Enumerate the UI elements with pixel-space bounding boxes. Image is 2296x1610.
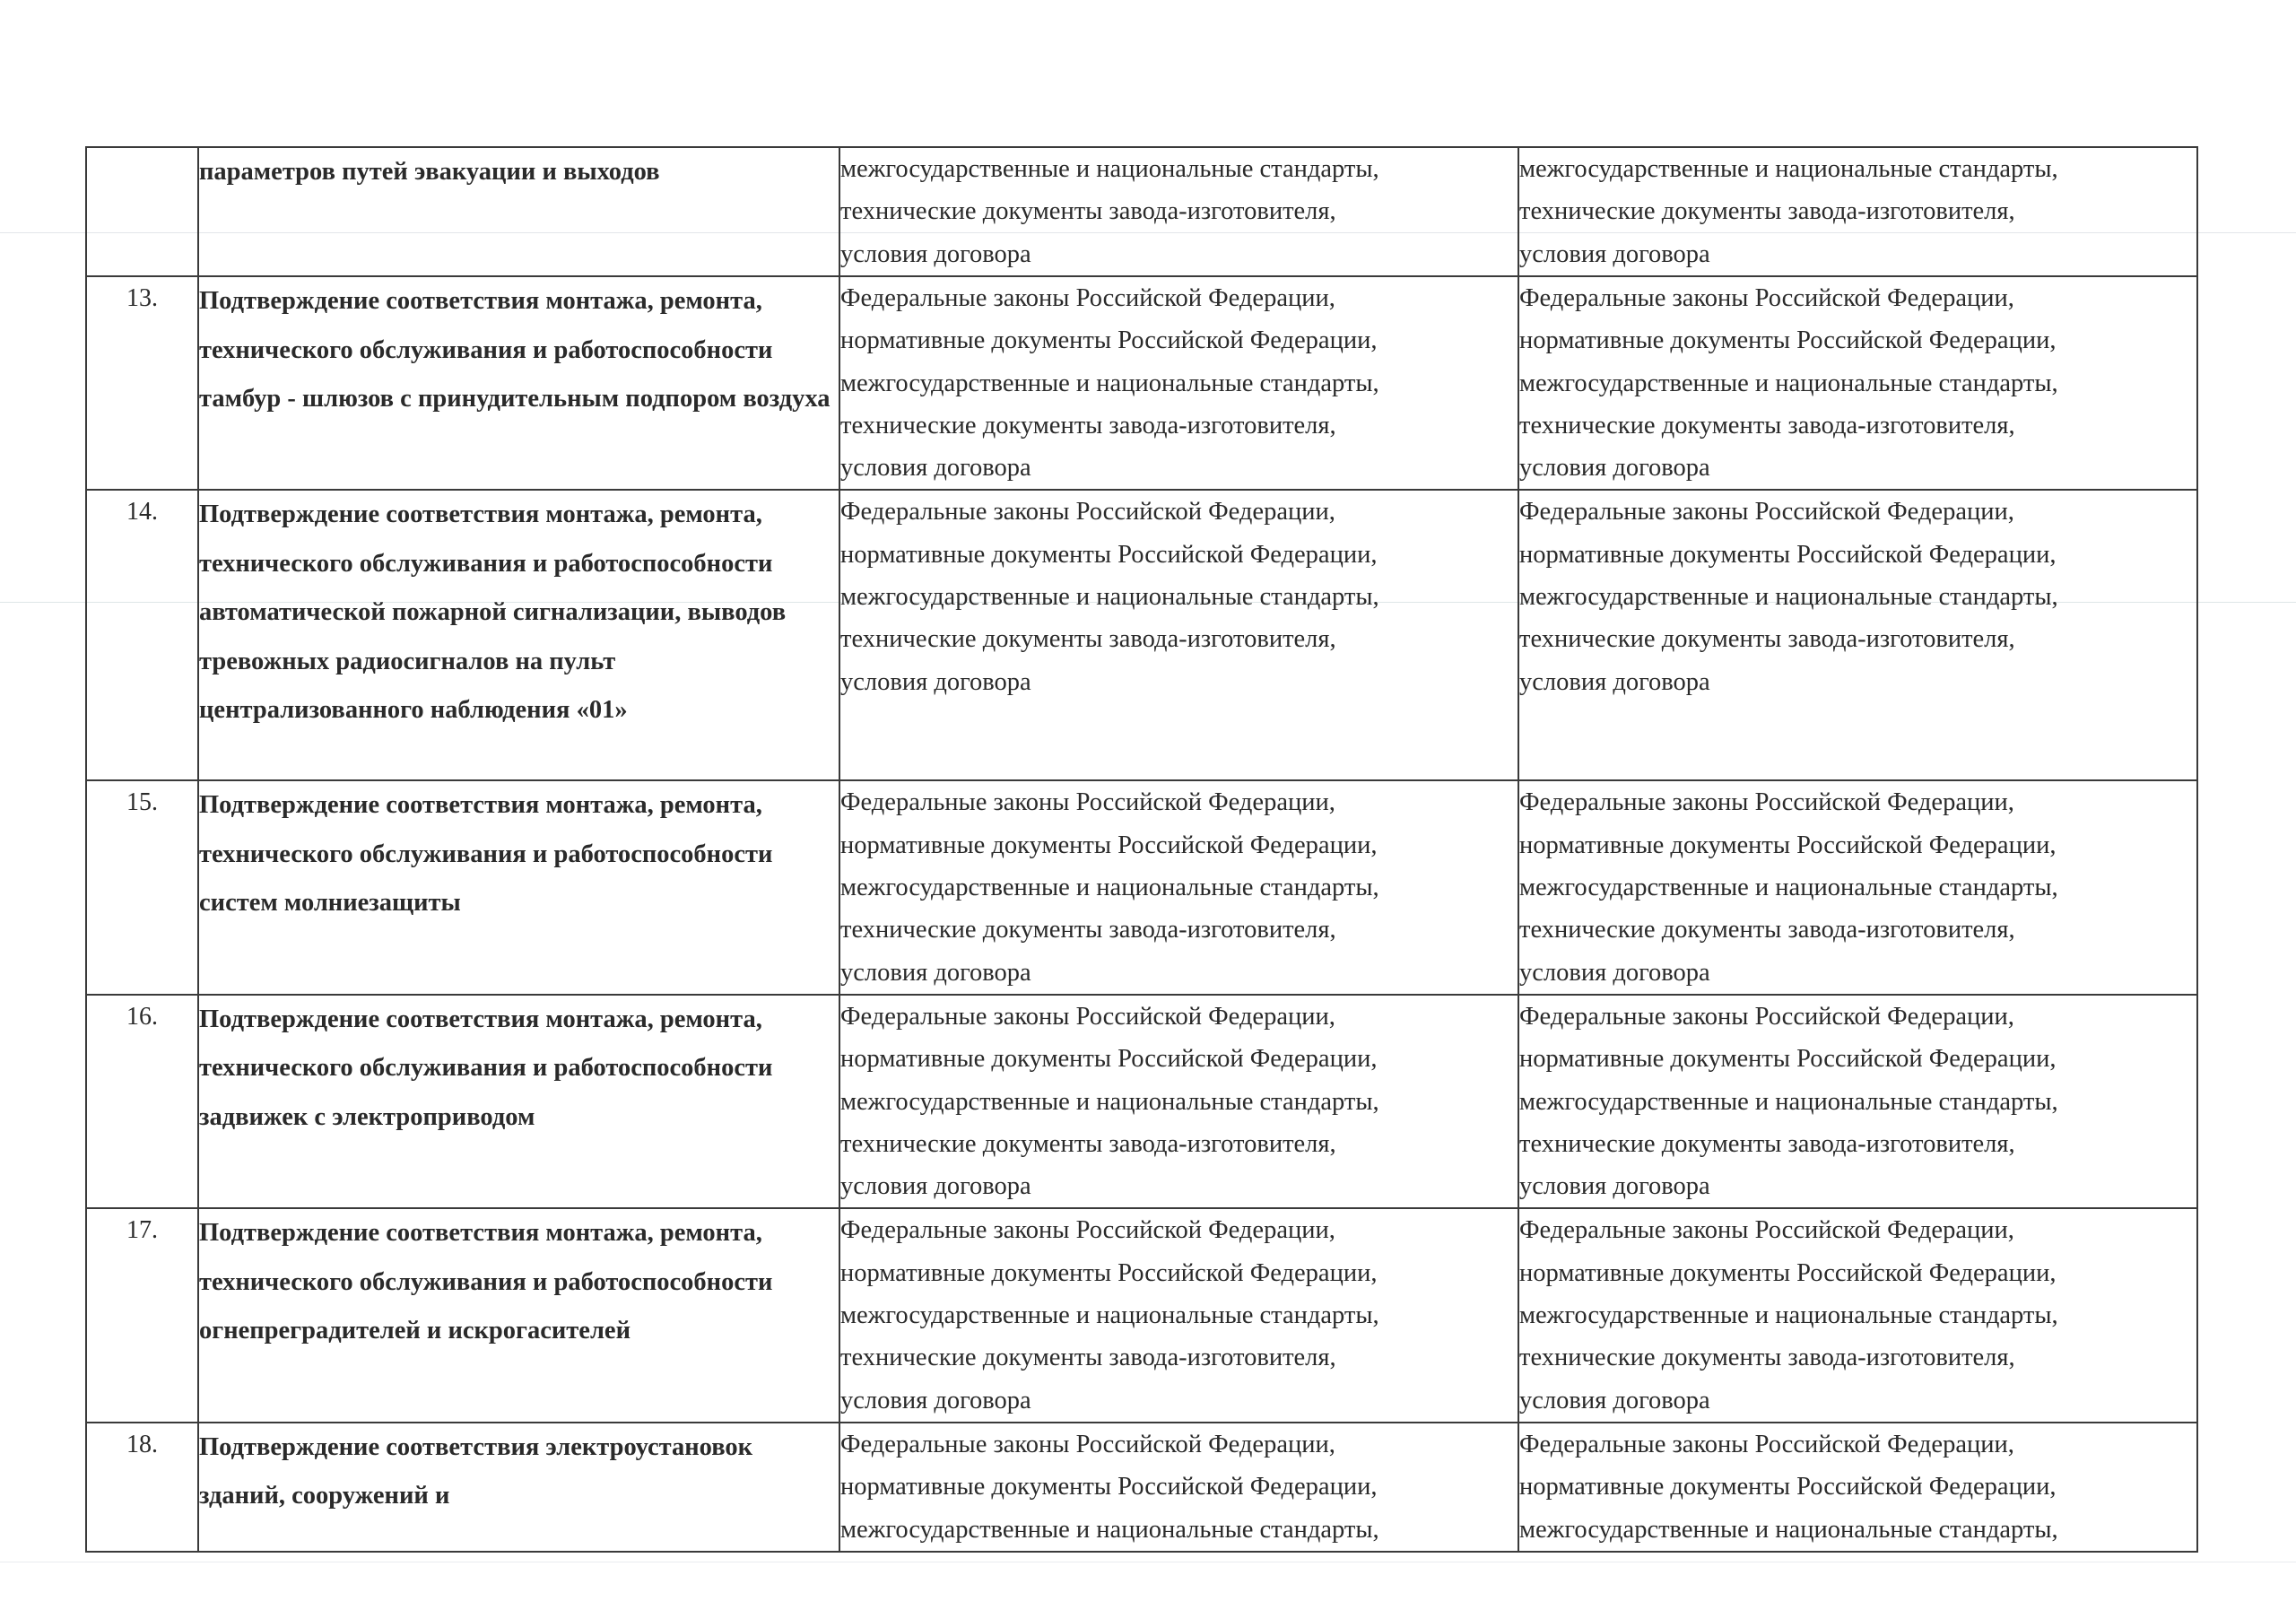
confirmation-basis: [1518, 1208, 2197, 1422]
ref-line: технические документы завода-изготовителя,: [840, 411, 1336, 439]
ref-line: межгосударственные и национальные стандарты,: [840, 1301, 1379, 1330]
ref-line: Федеральные законы Российской Федерации,: [840, 1002, 1335, 1031]
work-name: Подтверждение соответствия монтажа, ремонта, технического обслуживания и работоспособности автоматической пожарной сигнализации, выводов тревожных радиосигналов на пульт централизованного наблюдения «01»: [198, 490, 839, 780]
ref-line: нормативные документы Российской Федерации,: [840, 831, 1378, 859]
ref-line: технические документы завода-изготовителя,: [1519, 916, 2015, 944]
work-name: параметров путей эвакуации и выходов: [198, 147, 839, 276]
ref-line: условия договора: [840, 958, 1031, 987]
normative-basis: [839, 1423, 1518, 1552]
ref-line: нормативные документы Российской Федерации,: [840, 326, 1378, 355]
confirmation-basis: [1518, 490, 2197, 780]
ref-line: межгосударственные и национальные стандарты,: [1519, 583, 2058, 612]
ref-line: условия договора: [1519, 454, 1710, 483]
ref-line: межгосударственные и национальные стандарты,: [1519, 1515, 2058, 1544]
row-number: [86, 147, 198, 276]
normative-basis: [839, 490, 1518, 780]
ref-line: Федеральные законы Российской Федерации,: [1519, 788, 2014, 817]
ref-line: нормативные документы Российской Федерации,: [1519, 1473, 2057, 1501]
table-row: [86, 1423, 2197, 1552]
table-row: [86, 1208, 2197, 1422]
ref-line: нормативные документы Российской Федерации,: [840, 1258, 1378, 1287]
ref-line: условия договора: [1519, 667, 1710, 696]
ref-line: нормативные документы Российской Федерации,: [840, 1473, 1378, 1501]
ref-line: технические документы завода-изготовителя,: [840, 625, 1336, 654]
ref-line: технические документы завода-изготовителя,: [1519, 197, 2015, 226]
ref-line: технические документы завода-изготовителя,: [1519, 1129, 2015, 1158]
ref-line: условия договора: [1519, 239, 1710, 268]
ref-line: условия договора: [840, 239, 1031, 268]
row-number: 15.: [86, 780, 198, 994]
normative-basis: [839, 276, 1518, 490]
confirmation-basis: [1518, 147, 2197, 276]
ref-line: межгосударственные и национальные стандарты,: [840, 1087, 1379, 1116]
ref-line: межгосударственные и национальные стандарты,: [1519, 155, 2058, 183]
ref-line: Федеральные законы Российской Федерации,: [1519, 1002, 2014, 1031]
ref-line: Федеральные законы Российской Федерации,: [840, 788, 1335, 817]
row-number: 18.: [86, 1423, 198, 1552]
ref-line: условия договора: [840, 667, 1031, 696]
ref-line: межгосударственные и национальные стандарты,: [840, 155, 1379, 183]
row-number: 13.: [86, 276, 198, 490]
normative-basis: [839, 147, 1518, 276]
work-name: Подтверждение соответствия электроустановок зданий, сооружений и: [198, 1423, 839, 1552]
ref-line: Федеральные законы Российской Федерации,: [1519, 284, 2014, 312]
ref-line: нормативные документы Российской Федерации,: [1519, 831, 2057, 859]
work-name: Подтверждение соответствия монтажа, ремонта, технического обслуживания и работоспособности огнепреградителей и искрогасителей: [198, 1208, 839, 1422]
ref-line: нормативные документы Российской Федерации,: [1519, 540, 2057, 569]
ref-line: Федеральные законы Российской Федерации,: [840, 1216, 1335, 1245]
row-number: 14.: [86, 490, 198, 780]
ref-line: условия договора: [1519, 958, 1710, 987]
confirmation-basis: [1518, 276, 2197, 490]
ref-line: нормативные документы Российской Федерации,: [840, 540, 1378, 569]
ref-line: межгосударственные и национальные стандарты,: [840, 874, 1379, 902]
ref-line: межгосударственные и национальные стандарты,: [840, 583, 1379, 612]
ref-line: условия договора: [1519, 1386, 1710, 1414]
ref-line: Федеральные законы Российской Федерации,: [1519, 1430, 2014, 1458]
ref-line: межгосударственные и национальные стандарты,: [1519, 369, 2058, 397]
ref-line: технические документы завода-изготовителя,: [840, 1129, 1336, 1158]
confirmation-basis: [1518, 780, 2197, 994]
table-row: [86, 147, 2197, 276]
ref-line: Федеральные законы Российской Федерации,: [840, 1430, 1335, 1458]
confirmation-basis: [1518, 1423, 2197, 1552]
ref-line: Федеральные законы Российской Федерации,: [1519, 1216, 2014, 1245]
ref-line: технические документы завода-изготовителя,: [1519, 411, 2015, 439]
ref-line: Федеральные законы Российской Федерации,: [840, 498, 1335, 527]
ref-line: технические документы завода-изготовителя,: [840, 197, 1336, 226]
ref-line: нормативные документы Российской Федерации,: [1519, 1258, 2057, 1287]
ref-line: условия договора: [840, 1172, 1031, 1201]
ref-line: нормативные документы Российской Федерации,: [1519, 326, 2057, 355]
requirements-table: [85, 146, 2198, 1553]
work-name: Подтверждение соответствия монтажа, ремонта, технического обслуживания и работоспособности тамбур - шлюзов с принудительным подпором воздуха: [198, 276, 839, 490]
ref-line: нормативные документы Российской Федерации,: [840, 1045, 1378, 1074]
ref-line: Федеральные законы Российской Федерации,: [1519, 498, 2014, 527]
ref-line: условия договора: [840, 1386, 1031, 1414]
normative-basis: [839, 995, 1518, 1208]
normative-basis: [839, 780, 1518, 994]
confirmation-basis: [1518, 995, 2197, 1208]
table-row: [86, 276, 2197, 490]
ref-line: технические документы завода-изготовителя,: [1519, 1344, 2015, 1372]
normative-basis: [839, 1208, 1518, 1422]
row-number: 17.: [86, 1208, 198, 1422]
ref-line: межгосударственные и национальные стандарты,: [840, 1515, 1379, 1544]
ref-line: технические документы завода-изготовителя,: [840, 916, 1336, 944]
work-name: Подтверждение соответствия монтажа, ремонта, технического обслуживания и работоспособности задвижек с электроприводом: [198, 995, 839, 1208]
row-number: 16.: [86, 995, 198, 1208]
ref-line: технические документы завода-изготовителя,: [840, 1344, 1336, 1372]
ref-line: межгосударственные и национальные стандарты,: [840, 369, 1379, 397]
ref-line: межгосударственные и национальные стандарты,: [1519, 1087, 2058, 1116]
ref-line: технические документы завода-изготовителя,: [1519, 625, 2015, 654]
table-row: [86, 490, 2197, 780]
ref-line: Федеральные законы Российской Федерации,: [840, 284, 1335, 312]
work-name: Подтверждение соответствия монтажа, ремонта, технического обслуживания и работоспособности систем молниезащиты: [198, 780, 839, 994]
ref-line: межгосударственные и национальные стандарты,: [1519, 1301, 2058, 1330]
table-row: [86, 995, 2197, 1208]
table-row: [86, 780, 2197, 994]
ref-line: условия договора: [1519, 1172, 1710, 1201]
ref-line: нормативные документы Российской Федерации,: [1519, 1045, 2057, 1074]
ref-line: условия договора: [840, 454, 1031, 483]
ref-line: межгосударственные и национальные стандарты,: [1519, 874, 2058, 902]
